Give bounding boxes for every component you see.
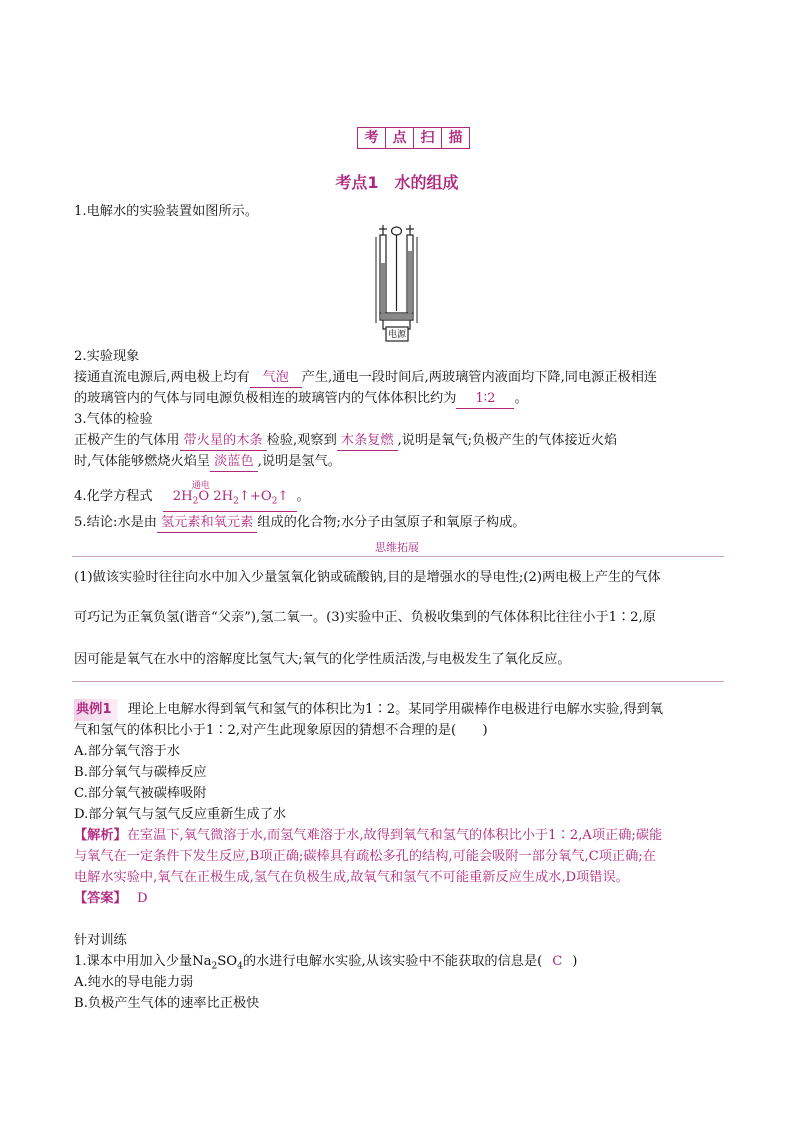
practice-text: SO bbox=[217, 954, 238, 969]
q5-text: 组成的化合物;水分子由氢原子和氧原子构成。 bbox=[257, 515, 526, 530]
q2-text: 的玻璃管内的气体与同电源负极相连的玻璃管内的气体体积比约为 bbox=[74, 391, 457, 406]
eq-sub: 2 bbox=[192, 496, 199, 507]
example-option: A.部分氧气溶于水 bbox=[74, 744, 181, 759]
practice-heading: 针对训练 bbox=[74, 933, 127, 948]
q3-text: ,说明是氢气。 bbox=[257, 454, 341, 469]
thinking-line: (1)做该实验时往往向水中加入少量氢氧化钠或硫酸钠,目的是增强水的导电性;(2)两电极上产生的气体 bbox=[74, 570, 661, 585]
practice-sub: 2 bbox=[211, 961, 218, 972]
thinking-extension-title: 思维拓展 bbox=[375, 541, 419, 554]
analysis-line-3: 电解水实验中,氧气在正极生成,氢气在负极生成,故氧气和氢气不可能重新反应生成水,D项错误。 bbox=[74, 870, 629, 885]
question-2-line-2 bbox=[74, 388, 528, 410]
eq-sub: 2 bbox=[233, 496, 239, 507]
practice-sub: 4 bbox=[237, 961, 243, 972]
blank-answer: 气泡 bbox=[250, 369, 302, 388]
practice-option: B.负极产生气体的速率比正极快 bbox=[74, 996, 260, 1011]
analysis-line-2: 与氧气在一定条件下发生反应,B项正确;碳棒具有疏松多孔的结构,可能会吸附一部分氧气,C项正确;在 bbox=[74, 849, 656, 864]
question-3-line-1 bbox=[74, 430, 617, 452]
example-option: B.部分氧气与碳棒反应 bbox=[74, 765, 207, 780]
eq-part: 2H bbox=[172, 489, 193, 504]
practice-text: 的水进行电解水实验,从该实验中不能获取的信息是( bbox=[242, 954, 543, 969]
example-option: C.部分氧气被碳棒吸附 bbox=[74, 786, 207, 801]
question-2-heading: 2.实验现象 bbox=[74, 349, 140, 364]
example-option: D.部分氧气与氢气反应重新生成了水 bbox=[74, 807, 287, 822]
question-1: 1.电解水的实验装置如图所示。 bbox=[74, 204, 259, 219]
analysis-text: 在室温下,氧气微溶于水,而氢气难溶于水,故得到氧气和氢气的体积比小于1∶2,A项正确;碳能 bbox=[126, 828, 663, 843]
thinking-line: 可巧记为正氧负氢(谐音“父亲”),氢二氧一。(3)实验中正、负极收集到的气体体积比往往小于1∶2,原 bbox=[74, 610, 656, 625]
header-char: 点 bbox=[386, 128, 414, 148]
analysis-line-1 bbox=[74, 825, 662, 847]
practice-text: 1.课本中用加入少量Na bbox=[74, 954, 212, 969]
q4-label: 4.化学方程式 bbox=[74, 489, 153, 504]
blank-answer: 1∶2 bbox=[456, 390, 514, 409]
answer-value: D bbox=[136, 891, 148, 906]
analysis-tag: 【解析】 bbox=[74, 828, 127, 843]
eq-part: 2H bbox=[213, 489, 234, 504]
electrolysis-apparatus-figure bbox=[372, 223, 422, 347]
blank-answer: 木条复燃 bbox=[337, 432, 398, 451]
header-char: 考 bbox=[358, 128, 386, 148]
eq-part: ↑ bbox=[277, 489, 289, 504]
question-3-line-2 bbox=[74, 451, 341, 473]
example-line-1 bbox=[74, 699, 663, 721]
q3-text: 时,气体能够燃烧火焰呈 bbox=[74, 454, 211, 469]
eq-sub: 2 bbox=[271, 496, 278, 507]
q2-text: 产生,通电一段时间后,两玻璃管内液面均下降,同电源正极相连 bbox=[301, 370, 658, 385]
practice-text: ) bbox=[572, 954, 578, 969]
power-supply-label: 电源 bbox=[387, 330, 406, 340]
section-title: 考点1 水的组成 bbox=[335, 173, 459, 192]
blank-answer: 带火星的木条 bbox=[180, 432, 267, 451]
question-2-line-1 bbox=[74, 367, 657, 389]
answer-tag: 【答案】 bbox=[74, 891, 127, 906]
q3-text: 正极产生的气体用 bbox=[74, 433, 180, 448]
q4-end: 。 bbox=[296, 489, 310, 504]
header-char: 描 bbox=[448, 130, 463, 146]
eq-part: O bbox=[198, 489, 210, 504]
question-5 bbox=[74, 512, 525, 534]
chemical-equation bbox=[163, 481, 297, 512]
example-text: 理论上电解水得到氧气和氢气的体积比为1∶2。某同学用碳棒作电极进行电解水实验,得到氧 bbox=[127, 702, 664, 717]
header-char: 扫 bbox=[414, 128, 442, 148]
q2-text: 接通直流电源后,两电极上均有 bbox=[74, 370, 250, 385]
eq-part: ↑+O bbox=[238, 489, 272, 504]
thinking-line: 因可能是氧气在水中的溶解度比氢气大;氧气的化学性质活泼,与电极发生了氧化反应。 bbox=[74, 652, 571, 667]
equation-condition: 通电 bbox=[191, 481, 210, 491]
blank-answer: 淡蓝色 bbox=[210, 453, 258, 472]
section-header-box bbox=[357, 127, 470, 149]
q2-text: 。 bbox=[514, 391, 528, 406]
practice-answer: C bbox=[552, 954, 563, 969]
example-line-2: 气和氢气的体积比小于1∶2,对产生此现象原因的猜想不合理的是( ) bbox=[74, 723, 488, 738]
practice-option: A.纯水的导电能力弱 bbox=[74, 975, 194, 990]
q3-text: ,说明是氧气;负极产生的气体接近火焰 bbox=[397, 433, 618, 448]
q5-text: 5.结论:水是由 bbox=[74, 515, 157, 530]
q3-text: 检验,观察到 bbox=[266, 433, 337, 448]
blank-answer: 氢元素和氧元素 bbox=[157, 514, 257, 533]
example-tag: 典例1 bbox=[74, 699, 118, 721]
question-4 bbox=[74, 481, 310, 512]
question-3-heading: 3.气体的检验 bbox=[74, 412, 153, 427]
answer-line bbox=[74, 888, 148, 910]
